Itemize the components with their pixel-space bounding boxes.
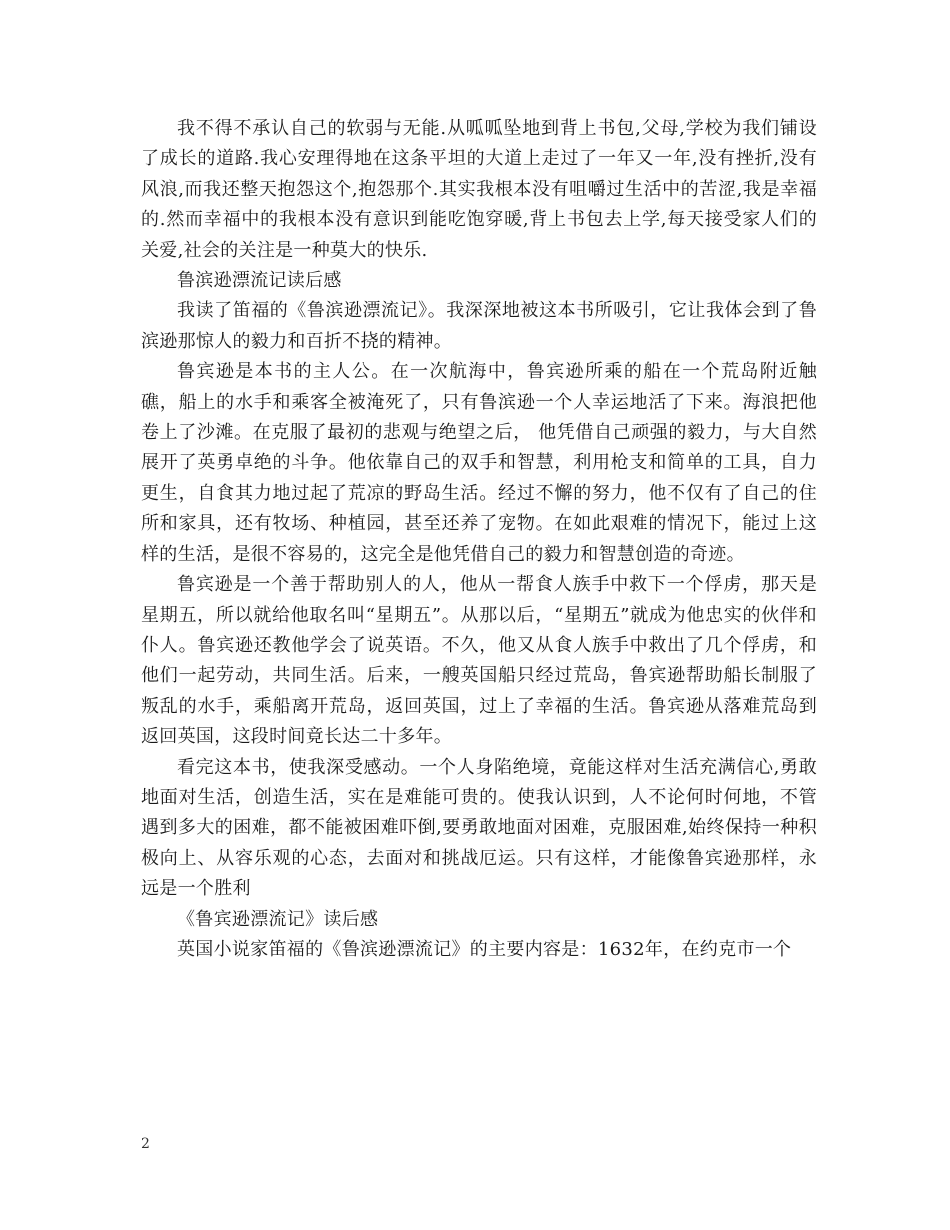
- paragraph-5: 看完这本书，使我深受感动。一个人身陷绝境，竟能这样对生活充满信心,勇敢地面对生活，创造生活，实在是难能可贵的。使我认识到，人不论何时何地，不管遇到多大的困难，都不能被困难吓倒,要勇敢地面对困难，克服困难,始终保持一种积极向上、从容乐观的心态，去面对和挑战厄运。只有这样，才能像鲁宾逊那样，永远是一个胜利: [141, 756, 817, 900]
- document-body: [141, 114, 817, 965]
- paragraph-1: 我不得不承认自己的软弱与无能.从呱呱坠地到背上书包,父母,学校为我们铺设了成长的道路.我心安理得地在这条平坦的大道上走过了一年又一年,没有挫折,没有风浪,而我还整天抱怨这个,抱怨那个.其实我根本没有咀嚼过生活中的苦涩,我是幸福的.然而幸福中的我根本没有意识到能吃饱穿暖,背上书包去上学,每天接受家人们的关爱,社会的关注是一种莫大的快乐.: [141, 118, 817, 261]
- paragraph-6: 英国小说家笛福的《鲁滨逊漂流记》的主要内容是：1632年，在约克市一个: [177, 938, 792, 960]
- paragraph-2: 我读了笛福的《鲁滨逊漂流记》。我深深地被这本书所吸引，它让我体会到了鲁滨逊那惊人的毅力和百折不挠的精神。: [141, 300, 817, 352]
- section-heading-1: 鲁滨逊漂流记读后感: [177, 270, 342, 292]
- paragraph-3: 鲁宾逊是本书的主人公。在一次航海中，鲁宾逊所乘的船在一个荒岛附近触礁，船上的水手和乘客全被淹死了，只有鲁滨逊一个人幸运地活了下来。海浪把他卷上了沙滩。在克服了最初的悲观与绝望之后， 他凭借自己顽强的毅力，与大自然展开了英勇卓绝的斗争。他依靠自己的双手和智慧，利用枪支和简单的工具，自力更生，自食其力地过起了荒凉的野岛生活。经过不懈的努力，他不仅有了自己的住所和家具，还有牧场、种植园，甚至还养了宠物。在如此艰难的情况下，能过上这样的生活，是很不容易的，这完全是他凭借自己的毅力和智慧创造的奇迹。: [141, 361, 817, 565]
- page-number: 2: [141, 1136, 150, 1152]
- paragraph-4: 鲁宾逊是一个善于帮助别人的人，他从一帮食人族手中救下一个俘虏，那天是星期五，所以就给他取名叫“星期五”。从那以后，“星期五”就成为他忠实的伙伴和仆人。鲁宾逊还教他学会了说英语。不久，他又从食人族手中救出了几个俘虏，和他们一起劳动，共同生活。后来，一艘英国船只经过荒岛，鲁宾逊帮助船长制服了叛乱的水手，乘船离开荒岛，返回英国，过上了幸福的生活。鲁宾逊从落难荒岛到返回英国，这段时间竟长达二十多年。: [141, 574, 817, 748]
- section-heading-2: 《鲁宾逊漂流记》读后感: [177, 908, 379, 930]
